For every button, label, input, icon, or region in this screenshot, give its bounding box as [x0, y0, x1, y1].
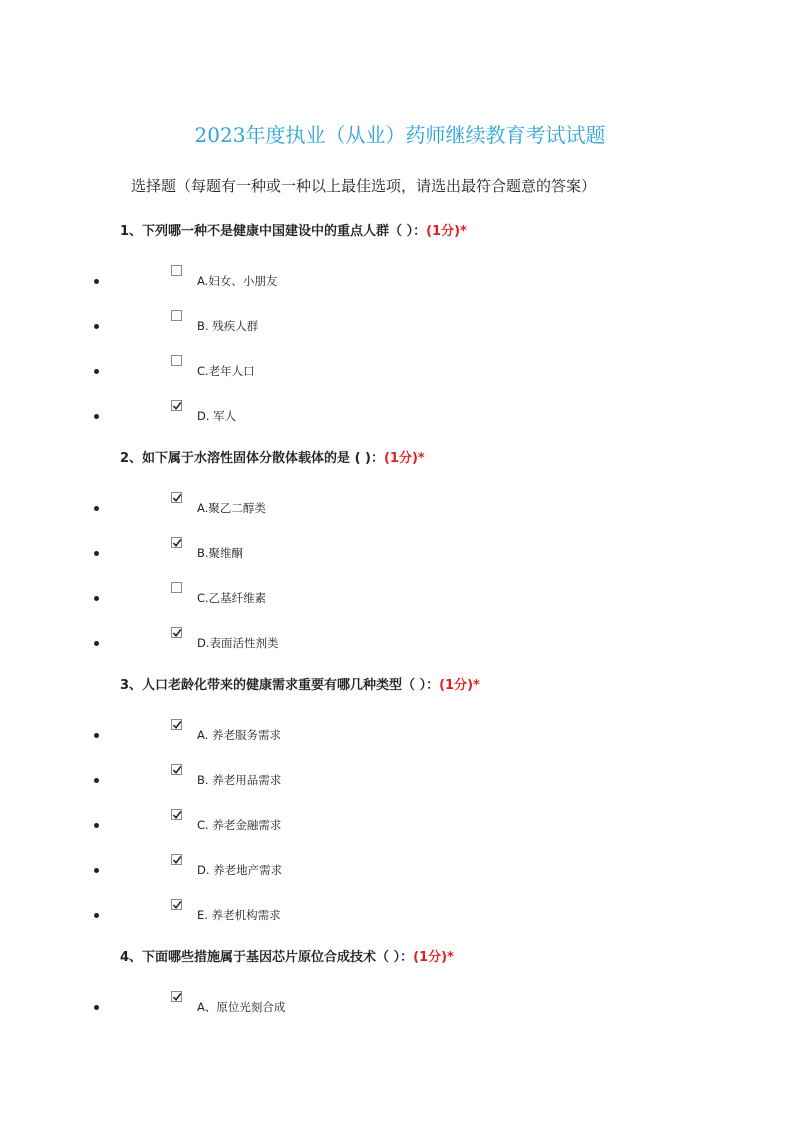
- option-item: [0, 860, 800, 882]
- option-checkbox[interactable]: [171, 310, 182, 321]
- option-checkbox[interactable]: [171, 265, 182, 276]
- question-3: [120, 676, 480, 696]
- option-label: A. 养老服务需求: [197, 728, 281, 742]
- list-bullet: [94, 868, 99, 873]
- option-checkbox[interactable]: [171, 764, 182, 775]
- option-label: C. 养老金融需求: [197, 818, 282, 832]
- list-bullet: [94, 641, 99, 646]
- option-item: [0, 498, 800, 520]
- question-score: (1分)*: [383, 451, 425, 466]
- option-label: E. 养老机构需求: [197, 908, 281, 922]
- option-label: D. 军人: [197, 409, 237, 423]
- option-item: [0, 997, 800, 1019]
- list-bullet: [94, 913, 99, 918]
- checkmark-icon: [172, 855, 182, 865]
- option-checkbox[interactable]: [171, 719, 182, 730]
- list-bullet: [94, 324, 99, 329]
- option-checkbox[interactable]: [171, 400, 182, 411]
- option-item: [0, 905, 800, 927]
- option-item: [0, 770, 800, 792]
- option-item: [0, 271, 800, 293]
- option-checkbox[interactable]: [171, 582, 182, 593]
- checkmark-icon: [172, 538, 182, 548]
- option-checkbox[interactable]: [171, 537, 182, 548]
- list-bullet: [94, 506, 99, 511]
- question-4: [120, 948, 454, 968]
- option-label: C.乙基纤维素: [197, 591, 267, 605]
- option-label: D. 养老地产需求: [197, 863, 283, 877]
- list-bullet: [94, 414, 99, 419]
- list-bullet: [94, 551, 99, 556]
- option-checkbox[interactable]: [171, 627, 182, 638]
- checkmark-icon: [172, 401, 182, 411]
- option-label: A.妇女、小朋友: [197, 274, 278, 288]
- list-bullet: [94, 279, 99, 284]
- list-bullet: [94, 823, 99, 828]
- option-item: [0, 815, 800, 837]
- option-item: [0, 406, 800, 428]
- option-checkbox[interactable]: [171, 355, 182, 366]
- option-label: B. 养老用品需求: [197, 773, 282, 787]
- page-title: 2023年度执业（从业）药师继续教育考试试题: [194, 123, 606, 147]
- option-checkbox[interactable]: [171, 854, 182, 865]
- list-bullet: [94, 778, 99, 783]
- option-label: B.聚维酮: [197, 546, 244, 560]
- option-item: [0, 361, 800, 383]
- checkmark-icon: [172, 810, 182, 820]
- option-item: [0, 316, 800, 338]
- section-intro: 选择题（每题有一种或一种以上最佳选项，请选出最符合题意的答案）: [131, 177, 597, 195]
- option-label: C.老年人口: [197, 364, 255, 378]
- option-label: A.聚乙二醇类: [197, 501, 266, 515]
- question-score: (1分)*: [439, 678, 480, 693]
- checkmark-icon: [172, 900, 182, 910]
- list-bullet: [94, 1005, 99, 1010]
- checkmark-icon: [172, 493, 182, 503]
- question-score: (1分)*: [426, 224, 467, 239]
- option-checkbox[interactable]: [171, 492, 182, 503]
- checkmark-icon: [172, 628, 182, 638]
- question-score: (1分)*: [413, 950, 454, 965]
- option-item: [0, 588, 800, 610]
- list-bullet: [94, 596, 99, 601]
- question-text: 4、下面哪些措施属于基因芯片原位合成技术（ ）：: [120, 950, 414, 965]
- option-item: [0, 633, 800, 655]
- option-label: D.表面活性剂类: [197, 636, 279, 650]
- list-bullet: [94, 733, 99, 738]
- option-label: B. 残疾人群: [197, 319, 259, 333]
- option-item: [0, 725, 800, 747]
- question-1: [120, 222, 467, 242]
- option-label: A、原位光刻合成: [197, 1000, 286, 1014]
- option-checkbox[interactable]: [171, 991, 182, 1002]
- list-bullet: [94, 369, 99, 374]
- option-checkbox[interactable]: [171, 899, 182, 910]
- question-text: 3、人口老龄化带来的健康需求重要有哪几种类型（ ）：: [120, 678, 440, 693]
- question-2: [120, 449, 425, 469]
- option-checkbox[interactable]: [171, 809, 182, 820]
- option-item: [0, 543, 800, 565]
- question-text: 1、下列哪一种不是健康中国建设中的重点人群（ ）：: [120, 224, 427, 239]
- checkmark-icon: [172, 720, 182, 730]
- question-text: 2、如下属于水溶性固体分散体载体的是 ( )：: [120, 451, 384, 466]
- checkmark-icon: [172, 765, 182, 775]
- checkmark-icon: [172, 992, 182, 1002]
